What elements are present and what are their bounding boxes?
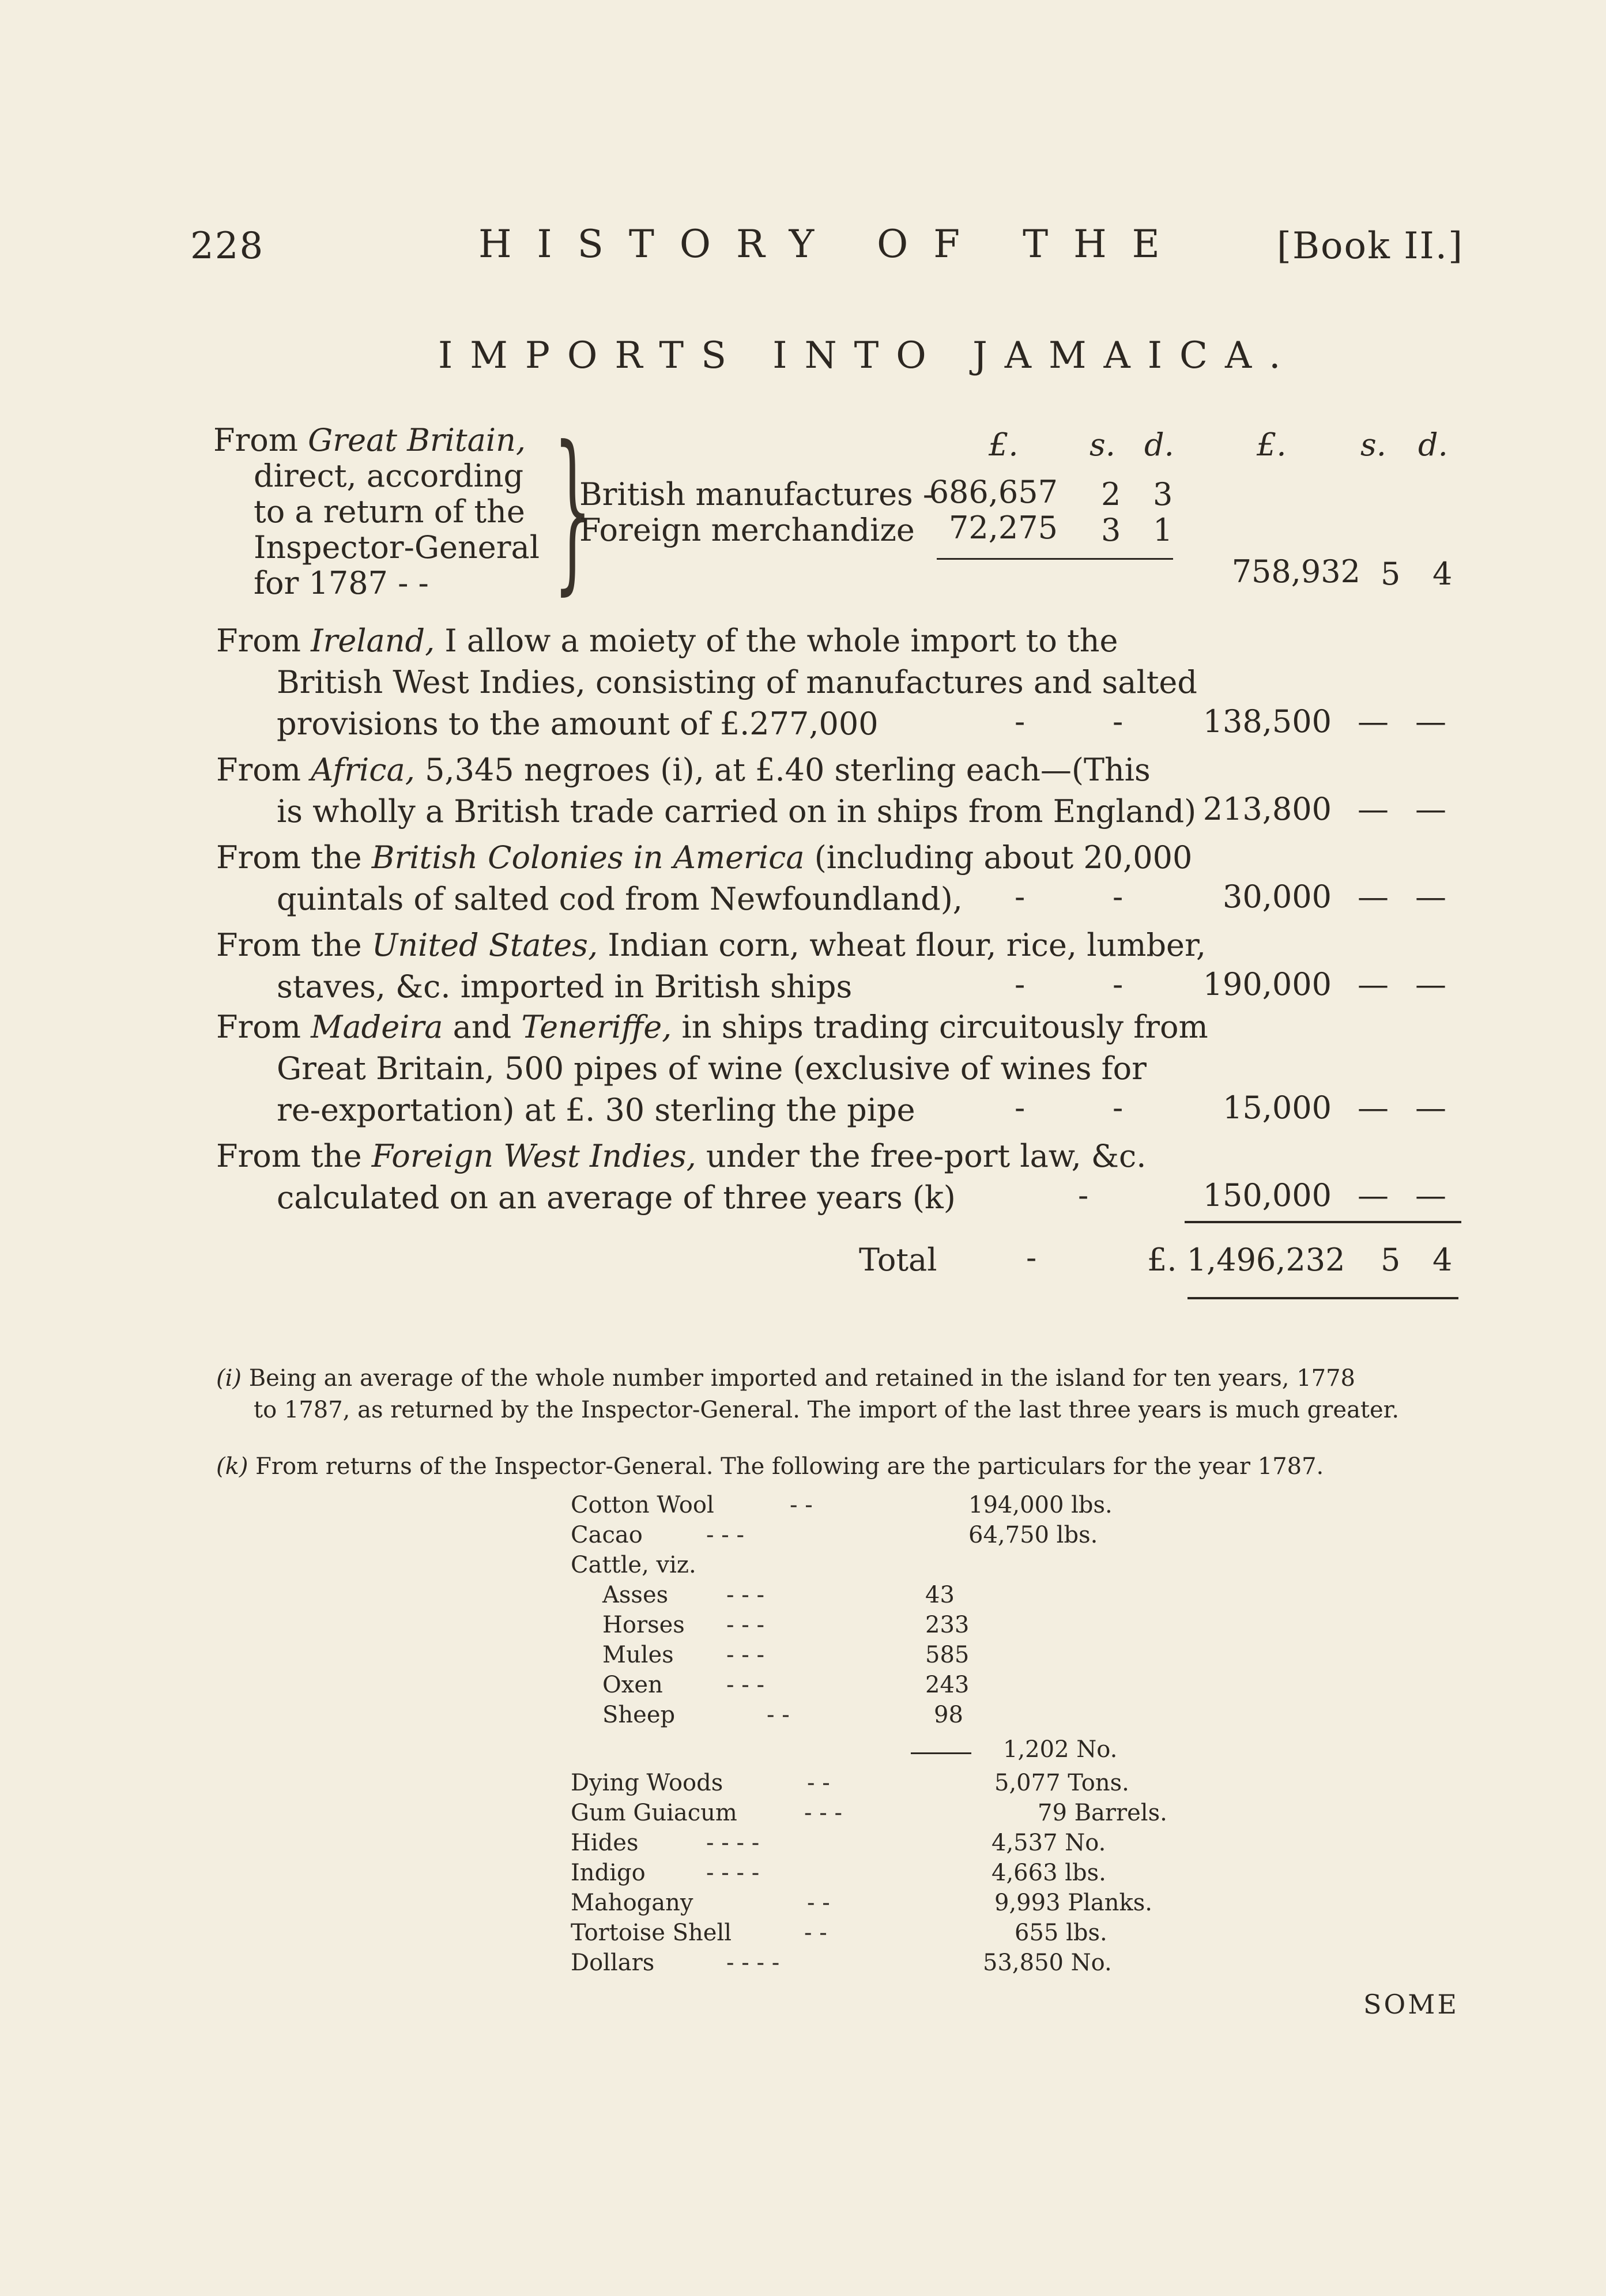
particular-name: Mahogany (571, 1890, 693, 1916)
particular-name: Dying Woods (571, 1770, 723, 1796)
book-marker: [Book II.] (1277, 225, 1464, 267)
entry-fwi-line2: calculated on an average of three years (k) (277, 1179, 956, 1216)
col-head-pounds-total: £. (1257, 427, 1287, 463)
leader-dash: - (1113, 1089, 1124, 1126)
gb-item-shillings: 3 (1101, 512, 1121, 548)
particular-name: Cotton Wool (571, 1492, 714, 1518)
leader-dash: - (1015, 966, 1026, 1002)
cattle-qty: 98 (934, 1702, 963, 1728)
gb-total-pounds: 758,932 (1231, 553, 1360, 590)
shillings-dash: — (1358, 879, 1389, 915)
gb-item-pounds: 72,275 (949, 510, 1058, 546)
particular-qty: 4,537 No. (992, 1830, 1106, 1856)
shillings-dash: — (1358, 966, 1389, 1002)
entry-us-line1: From the United States, Indian corn, wheat flour, rice, lumber, (216, 927, 1207, 963)
gb-label-line2: direct, according (254, 458, 524, 494)
cattle-qty: 243 (925, 1672, 970, 1698)
col-head-pounds: £. (989, 427, 1019, 463)
cattle-dashes: - - (767, 1702, 790, 1728)
grand-total-pence: 4 (1432, 1242, 1453, 1278)
entry-colonies-line1: From the British Colonies in America (including about 20,000 (216, 839, 1193, 876)
gb-total-pence: 4 (1432, 556, 1453, 592)
particular-name: Cacao (571, 1522, 643, 1548)
cattle-dashes: - - - (726, 1582, 764, 1608)
col-head-shillings-total: s. (1360, 427, 1386, 463)
particular-qty: 4,663 lbs. (992, 1860, 1106, 1886)
gb-item-pounds: 686,657 (929, 474, 1058, 510)
cattle-dashes: - - - (726, 1612, 764, 1638)
cattle-dashes: - - - (726, 1672, 764, 1698)
shillings-dash: — (1358, 791, 1389, 827)
page-title: IMPORTS INTO JAMAICA. (438, 334, 1298, 377)
particular-name: Hides (571, 1830, 639, 1856)
entry-amount: 213,800 (1202, 791, 1332, 827)
cattle-qty: 585 (925, 1642, 970, 1668)
entry-amount: 15,000 (1223, 1089, 1332, 1126)
pence-dash: — (1415, 966, 1446, 1002)
grand-total-shillings: 5 (1381, 1242, 1401, 1278)
entry-madeira-line3: re-exportation) at £. 30 sterling the pipe (277, 1092, 915, 1128)
gb-total-shillings: 5 (1381, 556, 1401, 592)
particular-dashes: - - - (706, 1522, 744, 1548)
gb-label-line1: From Great Britain, (213, 422, 526, 458)
total-rule-bottom (1187, 1297, 1458, 1299)
entry-us-line2: staves, &c. imported in British ships (277, 968, 853, 1005)
pence-dash: — (1415, 1177, 1446, 1213)
entry-amount: 190,000 (1202, 966, 1332, 1002)
footnote-k: (k) From returns of the Inspector-General. The following are the particulars for the year 1787. (216, 1453, 1324, 1480)
particular-dashes: - - - - (706, 1860, 760, 1886)
cattle-total: 1,202 No. (1003, 1736, 1118, 1763)
particular-dashes: - - (807, 1890, 830, 1916)
gb-item-shillings: 2 (1101, 476, 1121, 512)
gb-item-name: British manufactures - (579, 476, 934, 512)
particular-qty: 194,000 lbs. (968, 1492, 1113, 1518)
entry-ireland-line3: provisions to the amount of £.277,000 (277, 706, 879, 742)
footnote-i-line1: (i) Being an average of the whole number imported and retained in the island for ten years, 1778 (216, 1365, 1355, 1392)
entry-ireland-line2: British West Indies, consisting of manufactures and salted (277, 664, 1197, 700)
cattle-qty: 233 (925, 1612, 970, 1638)
particular-qty: 64,750 lbs. (968, 1522, 1098, 1548)
particular-qty: 655 lbs. (1015, 1920, 1107, 1946)
grand-total-amount: £. 1,496,232 (1147, 1242, 1345, 1278)
cattle-dashes: - - - (726, 1642, 764, 1668)
leader-dash: - (1015, 703, 1026, 740)
particular-dashes: - - (804, 1920, 827, 1946)
leader-dash: - (1113, 703, 1124, 740)
total-rule-top (1185, 1221, 1461, 1223)
total-label: Total (859, 1242, 937, 1278)
pence-dash: — (1415, 879, 1446, 915)
particular-qty: 9,993 Planks. (994, 1890, 1153, 1916)
leader-dash: - (1015, 1089, 1026, 1126)
cattle-name: Asses (602, 1582, 669, 1608)
gb-item-pence: 1 (1153, 512, 1173, 548)
pence-dash: — (1415, 1089, 1446, 1126)
entry-colonies-line2: quintals of salted cod from Newfoundland), (277, 881, 963, 917)
brace-icon: } (553, 409, 592, 610)
particular-dashes: - - - - (726, 1950, 780, 1976)
cattle-subtotal-rule (911, 1752, 971, 1754)
page-number: 228 (190, 225, 265, 267)
leader-dash: - (1015, 879, 1026, 915)
particular-name: Indigo (571, 1860, 646, 1886)
particular-name: Gum Guiacum (571, 1800, 737, 1826)
leader-dash: - (1113, 966, 1124, 1002)
entry-amount: 30,000 (1223, 879, 1332, 915)
cattle-name: Horses (602, 1612, 685, 1638)
gb-item-pence: 3 (1153, 476, 1173, 512)
pence-dash: — (1415, 703, 1446, 740)
entry-fwi-line1: From the Foreign West Indies, under the free-port law, &c. (216, 1138, 1147, 1174)
shillings-dash: — (1358, 1177, 1389, 1213)
particular-dashes: - - - (804, 1800, 842, 1826)
entry-africa-line1: From Africa, 5,345 negroes (i), at £.40 sterling each—(This (216, 752, 1151, 788)
entry-amount: 150,000 (1202, 1177, 1332, 1213)
particular-qty: 79 Barrels. (1038, 1800, 1167, 1826)
particular-dashes: - - - - (706, 1830, 760, 1856)
leader-dash: - (1078, 1177, 1089, 1213)
particular-qty: 5,077 Tons. (994, 1770, 1129, 1796)
entry-africa-line2: is wholly a British trade carried on in ships from England) (277, 793, 1197, 830)
catchword: SOME (1363, 1989, 1459, 2020)
particular-dashes: - - (790, 1492, 813, 1518)
entry-ireland-line1: From Ireland, I allow a moiety of the whole import to the (216, 623, 1118, 659)
particular-name: Dollars (571, 1950, 655, 1976)
entry-madeira-line2: Great Britain, 500 pipes of wine (exclusive of wines for (277, 1050, 1147, 1087)
gb-label-line4: Inspector-General (254, 529, 540, 565)
entry-amount: 138,500 (1202, 703, 1332, 740)
total-dash: - (1026, 1239, 1037, 1276)
cattle-name: Oxen (602, 1672, 663, 1698)
particular-qty: 53,850 No. (983, 1950, 1112, 1976)
col-head-pence-total: d. (1418, 427, 1448, 463)
leader-dash: - (1113, 879, 1124, 915)
col-head-shillings: s. (1089, 427, 1115, 463)
shillings-dash: — (1358, 1089, 1389, 1126)
shillings-dash: — (1358, 703, 1389, 740)
pence-dash: — (1415, 791, 1446, 827)
gb-label-line5: for 1787 - - (254, 565, 429, 601)
particular-name: Tortoise Shell (571, 1920, 732, 1946)
cattle-label: Cattle, viz. (571, 1552, 696, 1578)
entry-madeira-line1: From Madeira and Teneriffe, in ships trading circuitously from (216, 1009, 1208, 1045)
subtotal-rule (937, 558, 1173, 560)
gb-item-name: Foreign merchandize (579, 512, 915, 548)
footnote-i-line2: to 1787, as returned by the Inspector-General. The import of the last three years is much greater. (254, 1397, 1400, 1423)
particular-dashes: - - (807, 1770, 830, 1796)
gb-label-line3: to a return of the (254, 493, 525, 530)
running-title: HISTORY OF THE (478, 222, 1185, 266)
cattle-name: Sheep (602, 1702, 676, 1728)
col-head-pence: d. (1144, 427, 1174, 463)
cattle-name: Mules (602, 1642, 674, 1668)
cattle-qty: 43 (925, 1582, 955, 1608)
